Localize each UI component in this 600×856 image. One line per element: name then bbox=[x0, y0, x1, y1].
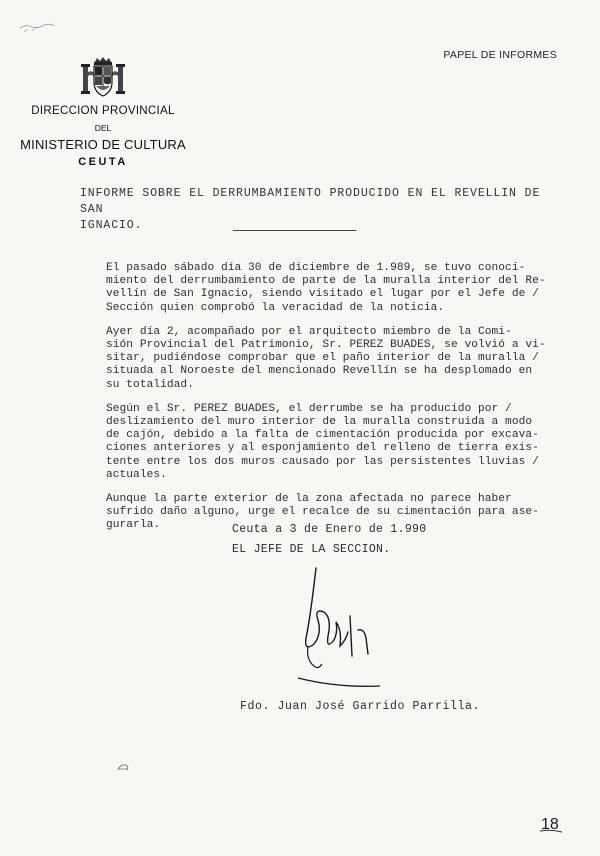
page-number-underline-icon bbox=[539, 828, 563, 834]
report-title: INFORME SOBRE EL DERRUMBAMIENTO PRODUCIDO EN EL REVELLIN DE SAN IGNACIO. bbox=[80, 187, 541, 232]
office-line-4: CEUTA bbox=[78, 156, 128, 168]
signed-by: Fdo. Juan José Garrido Parrilla. bbox=[240, 700, 481, 713]
handwritten-signature bbox=[288, 560, 388, 692]
paragraph: Ayer día 2, acompañado por el arquitecto miembro de la Comi- sión Provincial del Patrimonio, Sr. PEREZ BUADES, se volvió a vi- sitar, pudiéndose comprobar que el paño interior de la muralla / situada al Noroeste del mencionado Revellín se ha desplomado en su totalidad. bbox=[106, 325, 546, 391]
office-line-1: DIRECCION PROVINCIAL bbox=[31, 105, 175, 117]
place-date: Ceuta a 3 de Enero de 1.990 bbox=[232, 523, 427, 536]
signatory-title: EL JEFE DE LA SECCION. bbox=[232, 543, 391, 556]
issuing-office bbox=[18, 106, 188, 168]
closing-block bbox=[232, 520, 426, 560]
form-label: PAPEL DE INFORMES bbox=[443, 49, 557, 61]
office-line-2: DEL bbox=[94, 122, 112, 133]
punch-hole-mark-icon bbox=[116, 762, 130, 774]
stamp-mark-icon bbox=[18, 20, 64, 34]
paragraph: Aunque la parte exterior de la zona afectada no parece haber sufrido daño alguno, urge el recalce de su cimentación para ase- gurarla. bbox=[106, 493, 539, 532]
paragraph: El pasado sábado día 30 de diciembre de 1.989, se tuvo conoci- miento del derrumbamiento de parte de la muralla interior del Re- vellín de San Ignacio, siendo visitado el lugar por el Jefe de / Sección quien comprobó la veracidad de la noticia. bbox=[106, 262, 546, 314]
page-number: 18 bbox=[541, 816, 559, 833]
office-line-3: MINISTERIO DE CULTURA bbox=[20, 137, 186, 152]
paragraph: Según el Sr. PEREZ BUADES, el derrumbe se ha producido por / deslizamiento del muro interior de la muralla construida a modo de cajón, debido a la falta de cimentación producida por excava- ciones anteriores y al esponjamiento del relleno de tierra exis- tente entre los dos muros causado por las persistentes lluvias / actuales. bbox=[106, 402, 539, 481]
title-underline bbox=[233, 230, 356, 231]
coat-of-arms-icon bbox=[79, 56, 127, 98]
report-body bbox=[106, 262, 556, 544]
